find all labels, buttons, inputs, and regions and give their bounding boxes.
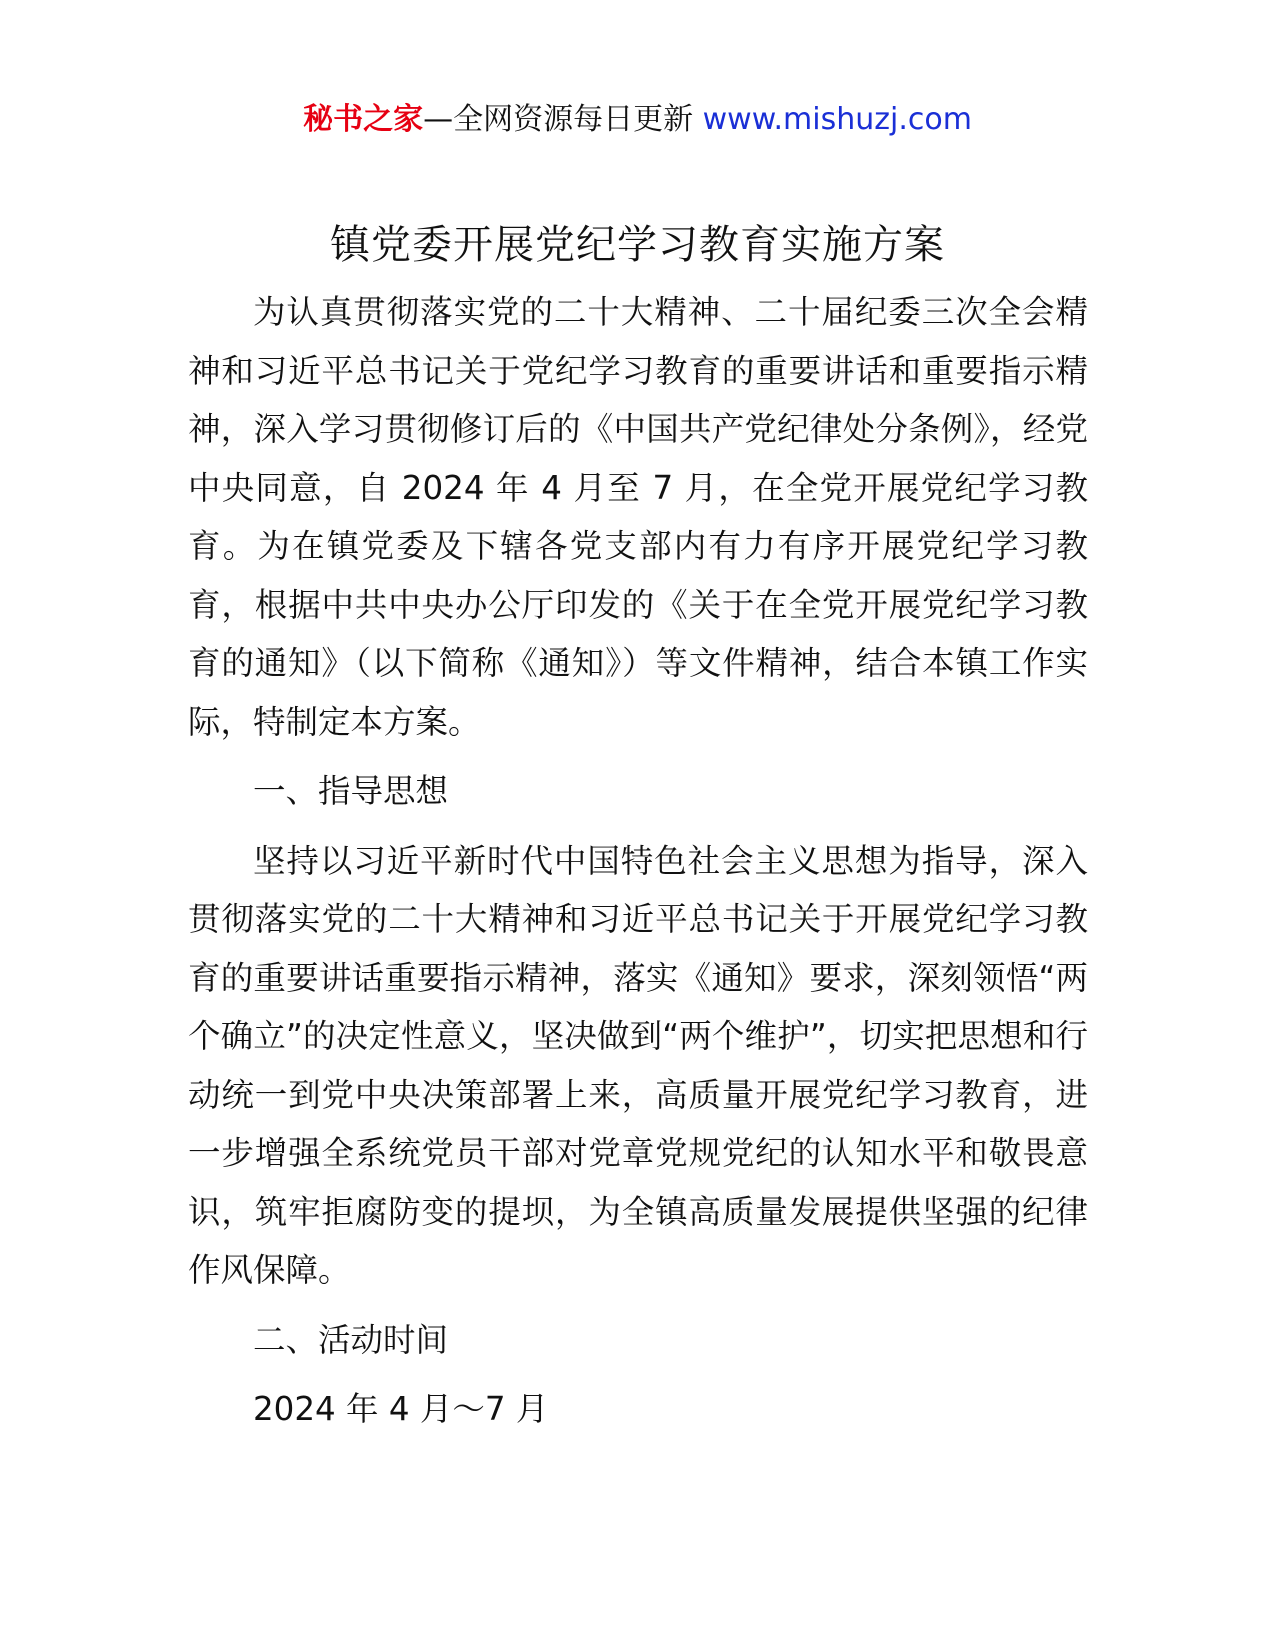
section-heading-activity-time: 二、活动时间 [253, 1320, 449, 1359]
page-header [0, 100, 1275, 140]
brand-name: 秘书之家 [303, 102, 424, 137]
website-link[interactable]: www.mishuzj.com [702, 102, 972, 137]
section-heading-guiding-ideology: 一、指导思想 [253, 772, 449, 810]
document-body [188, 283, 1088, 1439]
header-tagline: —全网资源每日更新 [423, 102, 694, 137]
guiding-ideology-paragraph: 坚持以习近平新时代中国特色社会主义思想为指导，深入贯彻落实党的二十大精神和习近平总书记关于开展党纪学习教育的重要讲话重要指示精神，落实《通知》要求，深刻领悟“两个确立”的决定性意义，坚决做到“两个维护”，切实把思想和行动统一到党中央决策部署上来，高质量开展党纪学习教育，进一步增强全系统党员干部对党章党规党纪的认知水平和敬畏意识，筑牢拒腐防变的提坝，为全镇高质量发展提供坚强的纪律作风保障。 [188, 841, 1088, 1289]
document-title: 镇党委开展党纪学习教育实施方案 [330, 222, 945, 268]
activity-time-paragraph: 2024 年 4 月～7 月 [253, 1390, 549, 1428]
intro-paragraph: 为认真贯彻落实党的二十大精神、二十届纪委三次全会精神和习近平总书记关于党纪学习教育的重要讲话和重要指示精神，深入学习贯彻修订后的《中国共产党纪律处分条例》，经党中央同意，自 2024 年 4 月至 7 月，在全党开展党纪学习教育。为在镇党委及下辖各党支部内有力有序开展党纪学习教育，根据中共中央办公厅印发的《关于在全党开展党纪学习教育的通知》（以下简称《通知》）等文件精神，结合本镇工作实际，特制定本方案。 [188, 293, 1088, 741]
